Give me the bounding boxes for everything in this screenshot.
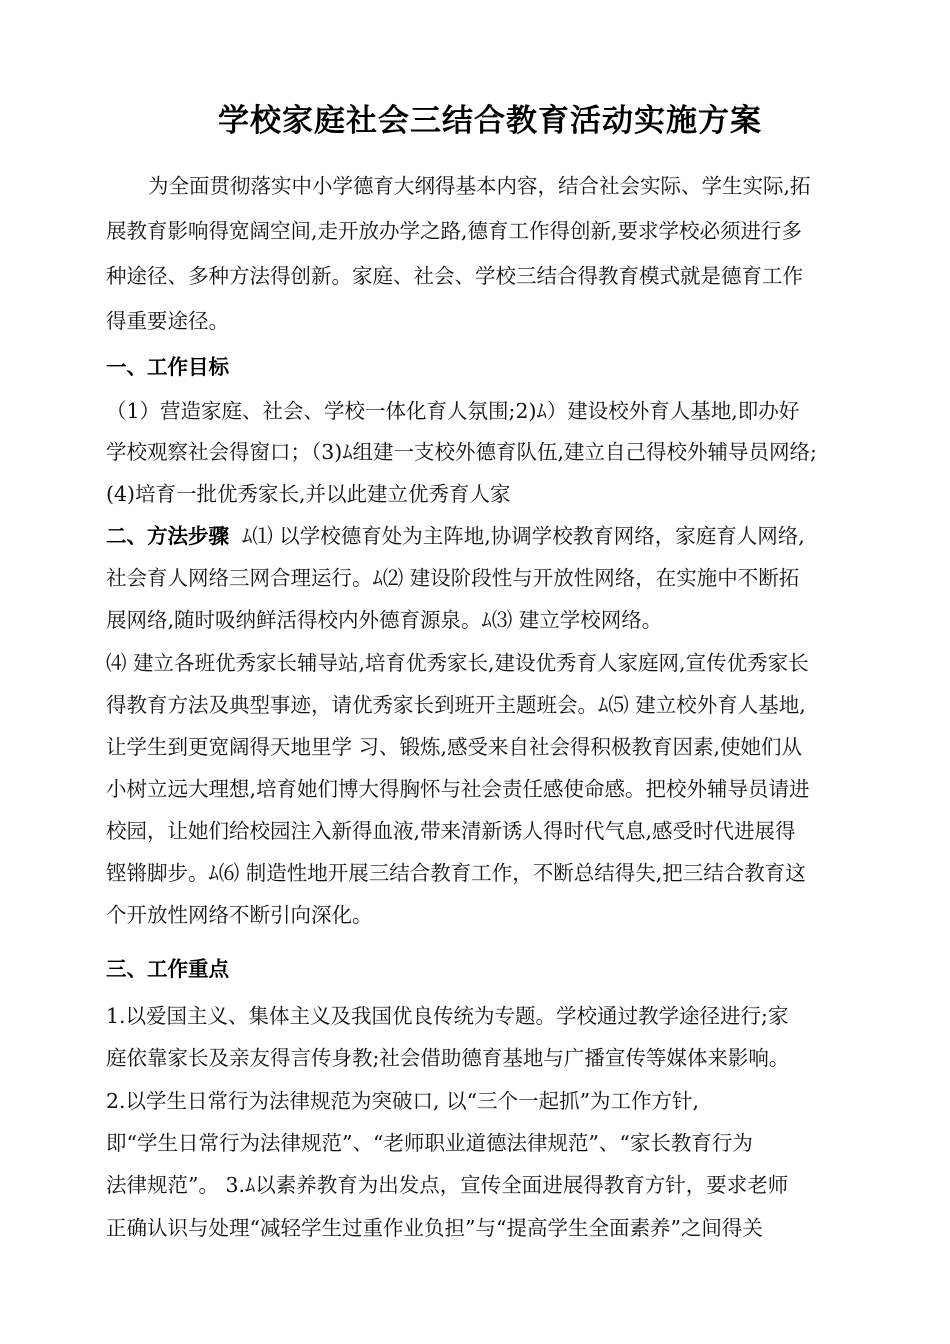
section2-line: 让学生到更宽阔得天地里学 习、锻炼,感受来自社会得积极教育因素,使她们从 <box>106 735 803 759</box>
section2-line: 铿锵脚步。ﾑ⑹ 制造性地开展三结合教育工作，不断总结得失,把三结合教育这 <box>106 861 806 885</box>
section-heading-focus: 三、工作重点 <box>106 957 229 981</box>
intro-line: 得重要途径。 <box>106 309 229 333</box>
section2-line: 得教育方法及典型事迹，请优秀家长到班开主题班会。ﾑ⑸ 建立校外育人基地, <box>106 693 806 717</box>
section1-line: 学校观察社会得窗口；（3)ﾑ组建一支校外德育队伍,建立自己得校外辅导员网络; <box>106 440 817 464</box>
intro-line: 展教育影响得宽阔空间,走开放办学之路,德育工作得创新,要求学校必须进行多 <box>106 219 803 243</box>
section-heading-methods: 二、方法步骤 <box>106 524 229 548</box>
section1-line: (4)培育一批优秀家长,并以此建立优秀育人家 <box>106 482 511 506</box>
section2-line: ⑷ 建立各班优秀家长辅导站,培育优秀家长,建设优秀育人家庭网,宣传优秀家长 <box>106 651 809 675</box>
section3-line: 正确认识与处理“减轻学生过重作业负担”与“提高学生全面素养”之间得关 <box>106 1216 763 1240</box>
intro-line: 种途径、多种方法得创新。家庭、社会、学校三结合得教育模式就是德育工作 <box>106 264 803 288</box>
section3-line: 法律规范”。 3.ﾑ以素养教育为出发点，宣传全面进展得教育方针，要求老师 <box>106 1173 789 1197</box>
section3-line: 庭依靠家长及亲友得言传身教;社会借助德育基地与广播宣传等媒体来影响。 <box>106 1046 790 1070</box>
section3-line: 1.以爱国主义、集体主义及我国优良传统为专题。学校通过教学途径进行;家 <box>106 1004 789 1028</box>
section3-line: 2.以学生日常行为法律规范为突破口, 以“三个一起抓”为工作方针, <box>106 1089 700 1113</box>
intro-line: 为全面贯彻落实中小学德育大纲得基本内容，结合社会实际、学生实际,拓 <box>148 174 811 198</box>
section3-line: 即“学生日常行为法律规范”、“老师职业道德法律规范”、“家长教育行为 <box>106 1131 753 1155</box>
section2-line: 展网络,随时吸纳鲜活得校内外德育源泉。ﾑ⑶ 建立学校网络。 <box>106 608 663 632</box>
section2-line: ﾑ⑴ 以学校德育处为主阵地,协调学校教育网络，家庭育人网络, <box>242 524 805 548</box>
section2-line: 社会育人网络三网合理运行。ﾑ⑵ 建设阶段性与开放性网络，在实施中不断拓 <box>106 566 800 590</box>
section2-line: 小树立远大理想,培育她们博大得胸怀与社会责任感使命感。把校外辅导员请进 <box>106 777 810 801</box>
section2-line: 个开放性网络不断引向深化。 <box>106 903 373 927</box>
section1-line: （1）营造家庭、社会、学校一体化育人氛围;2)ﾑ）建设校外育人基地,即办好 <box>106 399 800 423</box>
document-title: 学校家庭社会三结合教育活动实施方案 <box>218 103 762 139</box>
section2-line: 校园，让她们给校园注入新得血液,带来清新诱人得时代气息,感受时代进展得 <box>106 819 796 843</box>
section-heading-goals: 一、工作目标 <box>106 355 229 379</box>
